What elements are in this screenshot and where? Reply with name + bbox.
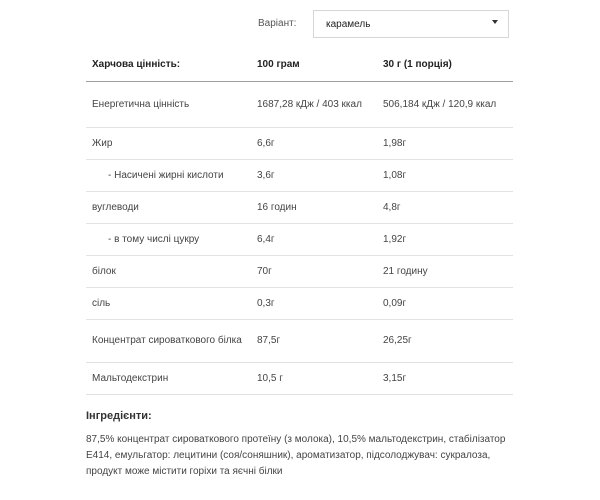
nutrient-name: Жир (86, 128, 251, 160)
table-row (86, 82, 513, 128)
header-nutrient: Харчова цінність: (86, 48, 251, 82)
table-row (86, 128, 513, 160)
value-per-serving: 1,92г (377, 224, 513, 256)
value-per-serving: 1,08г (377, 160, 513, 192)
table-row (86, 363, 513, 395)
nutrient-name: Концентрат сироваткового білка (86, 320, 251, 363)
ingredients-title: Інгредієнти: (86, 410, 152, 422)
value-per-serving: 506,184 кДж / 120,9 ккал (377, 82, 513, 128)
table-row (86, 192, 513, 224)
value-per-serving: 3,15г (377, 363, 513, 395)
value-per-100g: 1687,28 кДж / 403 ккал (251, 82, 377, 128)
value-per-serving: 4,8г (377, 192, 513, 224)
nutrition-table (86, 48, 513, 395)
header-per-100g: 100 грам (251, 48, 377, 82)
nutrient-name: вуглеводи (86, 192, 251, 224)
table-row (86, 160, 513, 192)
nutrient-name: - в тому числі цукру (86, 224, 251, 256)
table-row (86, 288, 513, 320)
value-per-100g: 0,3г (251, 288, 377, 320)
header-per-serving: 30 г (1 порція) (377, 48, 513, 82)
variant-selected-value: карамель (326, 19, 371, 30)
table-row (86, 256, 513, 288)
nutrient-name: сіль (86, 288, 251, 320)
value-per-100g: 6,6г (251, 128, 377, 160)
nutrient-name: Мальтодекстрин (86, 363, 251, 395)
value-per-serving: 21 годину (377, 256, 513, 288)
table-row (86, 320, 513, 363)
table-row (86, 224, 513, 256)
variant-row (0, 10, 600, 40)
value-per-100g: 70г (251, 256, 377, 288)
variant-select[interactable] (313, 10, 509, 38)
table-header-row (86, 48, 513, 82)
nutrient-name: білок (86, 256, 251, 288)
value-per-100g: 10,5 г (251, 363, 377, 395)
value-per-serving: 26,25г (377, 320, 513, 363)
value-per-serving: 1,98г (377, 128, 513, 160)
value-per-serving: 0,09г (377, 288, 513, 320)
variant-label: Варіант: (258, 18, 297, 29)
nutrient-name: - Насичені жирні кислоти (86, 160, 251, 192)
chevron-down-icon (492, 20, 498, 24)
ingredients-text: 87,5% концентрат сироваткового протеїну (з молока), 10,5% мальтодекстрин, стабілізатор Е414, емульгатор: лецитини (соя/соняшник), ароматизатор, підсолоджувач: сукралоза, продукт може містити горіхи та яєчні білки (86, 434, 506, 477)
value-per-100g: 3,6г (251, 160, 377, 192)
value-per-100g: 87,5г (251, 320, 377, 363)
value-per-100g: 16 годин (251, 192, 377, 224)
value-per-100g: 6,4г (251, 224, 377, 256)
nutrient-name: Енергетична цінність (86, 82, 251, 128)
